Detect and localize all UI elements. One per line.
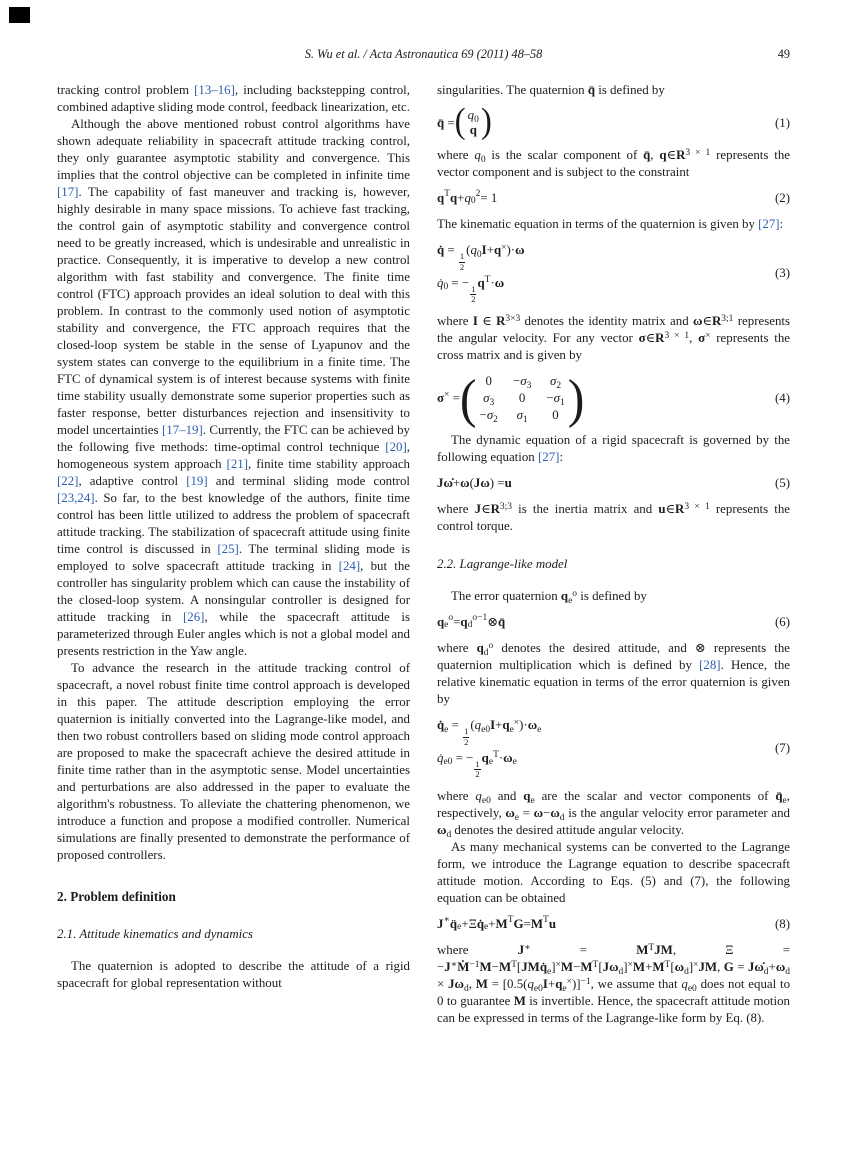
cross-matrix: 0 $-\sigma_3$ $\sigma_2$ $\sigma_3$ 0 $-\sigma_1$ $-\sigma_2$ $\sigma_1$ 0 <box>479 374 565 425</box>
equation-number: (2) <box>774 191 790 205</box>
equation-number: (1) <box>774 115 790 130</box>
equation-8: J ∗ q̈ $_e$ +Ξ q̇ $_e$ + M $^T$ G = M $^T$ u (8) <box>437 915 790 933</box>
paragraph-contribution: To advance the research in the attitude tracking control of spacecraft, a novel robust finite time control approach is developed in this paper. The attitude description employing the error quaternion is initially converted into the Lagrange-like model, and then two robust controllers based on sliding mode control approach are proposed to make the spacecraft achieve the desired attitude in finite time rather than in the asymptotic sense. Model uncertainties and perturbations are also addressed in the paper to evaluate the algorithm's robustness. To alleviate the chattering phenomenon, we introduce a function and propose a modified controller. Numerical simulations are finally presented to demonstrate the performance of proposed controllers. <box>57 661 410 862</box>
equation-number: (4) <box>774 390 790 405</box>
citation-link[interactable]: [19] <box>186 474 208 488</box>
equation-7: $q̇_e$ = $\frac{1}{2}$ $(q_{e0}I+q_e^\times)\cdot\omega_e$ $q̇_{e0}$ = − $\frac{1}{2}$ $q_e^T\cdot\omega_e$ (7) <box>437 717 790 780</box>
citation-link[interactable]: [27] <box>537 450 560 465</box>
section-heading-problem-definition: 2. Problem definition <box>57 889 176 904</box>
citation-link[interactable]: [22] <box>57 474 79 488</box>
paragraph-inertia-matrix: where $J\in R^{3;3}$ is the inertia matrix and $u\in R^{3 \times 1}$ represents the control torque. <box>437 501 790 534</box>
two-column-body <box>57 82 790 1027</box>
column-vector: $q_0$ q <box>467 108 479 137</box>
subsection-heading-attitude-kinematics: 2.1. Attitude kinematics and dynamics <box>57 927 253 941</box>
paragraph-ftc-motivation: Although the above mentioned robust control algorithms have shown adequate reliability in spacecraft attitude tracking control, they only guarantee asymptotic stability and convergence. This implies that the control objective can be completed in infinite time [17]. The capability of fast maneuver and tracking is, however, highly desirable in many space missions. To achieve fast tracking, the control gain of asymptotic stability and convergence control need to be greatly increased, which is undesirable and unrealistic in practice. Consequently, it is imperative to develop a new control algorithm with fast stability and convergence. The finite time control (FTC) approach provides an ideal solution to deal with this problem. In contrast to the commonly used notion of asymptotic stability and convergence, the FTC approach requires that the closed-loop system be stable in the sense of Lyapunov and the system states can converge to the equilibrium in a finite time. The FTC of dynamical system is of interest because systems with finite time stability usually demonstrate some superior properties such as faster response, better disturbances rejection and insensitivity to model uncertainties [17–19]. Currently, the FTC can be achieved by the following five methods: time-optimal control technique [20], homogeneous system approach [21], finite time stability approach [22], adaptive control [19] and terminal sliding mode control [23,24]. So far, to the best knowledge of the authors, finite time control has been little utilized to address the problem of spacecraft attitude tracking. The stabilization of spacecraft attitude using finite time control is discussed in [25]. The terminal sliding mode is employed to solve spacecraft attitude tracking in [24], but the controller has singularity problem which can cause the instability of the closed-loop system. A nonsingular controller is designed for attitude tracking in [26], while the spacecraft attitude is parameterized through Euler angles which is not a global model and presents restriction in the Yaw angle. <box>57 117 410 658</box>
citation-link[interactable]: [17] <box>57 185 79 199</box>
paragraph-angular-velocity-error: where $q_{e0}$ and $q_e$ are the scalar and vector components of $q̄_e$, respectively, $\omega_e = \omega-\omega_d$ is the angular velocity error parameter and $\omega_d$ denotes the desired attitude angular velocity. <box>437 789 791 840</box>
equation-3: q̇ = $\frac{1}{2}$ $(q_0I+q^\times)\cdot\omega$ $q̇_0$ = − $\frac{1}{2}$ $q^T\cdot\omega$ (3) <box>437 242 790 305</box>
equation-4 <box>437 367 790 428</box>
citation-link[interactable]: [21] <box>226 457 249 471</box>
equation-number: (5) <box>774 476 790 491</box>
right-paren: ) <box>480 102 492 142</box>
left-column <box>57 82 410 1027</box>
paragraph-identity-matrix: where I ∈ $R^{3\times 3}$ denotes the identity matrix and $\omega\in R^{3;1}$ represents the angular velocity. For any vector $\sigma\in R^{3 \times 1}$, σ× represents the cross matrix and is given by <box>437 313 791 363</box>
citation-link[interactable]: [13–16] <box>194 83 235 97</box>
equation-number: (6) <box>774 615 790 630</box>
paragraph-intro-continuation: tracking control problem [13–16], including backstepping control, combined adaptive sliding mode control, feedback linearization, etc. <box>57 83 410 114</box>
equation-number: (3) <box>774 265 790 280</box>
equation-1 <box>437 102 790 142</box>
running-head: S. Wu et al. / Acta Astronautica 69 (2011) 48–58 <box>304 47 543 61</box>
paragraph-where-q0: where $q_0$ is the scalar component of q̄, $q\in R^{3 \times 1}$ represents the vector component and is subject to the constraint <box>437 147 790 179</box>
page-number: 49 <box>777 47 790 61</box>
paragraph-kinematic-equation: The kinematic equation in terms of the quaternion is given by [27]: <box>437 217 784 231</box>
equation-5: Jω̇ + ω ( Jω ) = u (5) <box>437 476 790 491</box>
equation-number: (8) <box>774 917 790 932</box>
equation-2: q $^T$ q + q $_0$ $^2$ = 1 (2) <box>437 189 790 206</box>
citation-link[interactable]: [17–19] <box>161 423 203 437</box>
citation-link[interactable]: [27] <box>758 217 780 231</box>
citation-link[interactable]: [23,24] <box>57 491 95 505</box>
left-paren: ( <box>459 367 477 428</box>
citation-link[interactable]: [25] <box>217 542 239 556</box>
right-paren: ) <box>567 367 585 428</box>
page-header <box>57 47 790 65</box>
paragraph-quaternion-definition: singularities. The quaternion q̄ is defined by <box>437 83 665 97</box>
citation-link[interactable]: [28] <box>699 658 721 673</box>
left-paren: ( <box>454 102 466 142</box>
paragraph-lagrange-form: As many mechanical systems can be converted to the Lagrange form, we introduce the Lagrange equation to describe spacecraft attitude motion. According to Eqs. (5) and (7), the following equation can be obtained <box>437 840 790 906</box>
right-column <box>437 82 790 1027</box>
paragraph-lagrange-definitions: where $J^∗ = M^TJM$, $\Xi = -J^∗Ṁ^{-1}M-M^T[JMq̇_e]^\times M-M^T[J\omega_d]^\times M+M^T[\omega_d]^\times JM$, $G = J\omegȧ_d+\omega_d \times J\omega_d$, $M = [0.5(q_{e0}I+q_e^\times)]^{-1}$, we assume that $q_{e0}$ does not equal to 0 to guarantee M is invertible. Hence, the spacecraft attitude motion can be expressed in terms of the Lagrange-like form by Eq. (8). <box>437 942 791 1026</box>
paragraph-desired-attitude: where $q_d^o$ denotes the desired attitude, and ⊗ represents the quaternion multiplication which is defined by [28]. Hence, the relative kinematic equation in terms of the error quaternion is given by <box>437 640 790 707</box>
equation-6: q $_e$ $^o$ = q $_d$ $^{o-1}$ ⊗ q̄ (6) <box>437 613 790 631</box>
paragraph-dynamic-equation: The dynamic equation of a rigid spacecraft is governed by the following equation [27]: <box>437 433 790 465</box>
paragraph-error-quaternion: The error quaternion $q_e^o$ is defined by <box>451 588 647 606</box>
citation-link[interactable]: [24] <box>338 559 361 573</box>
paragraph-quaternion-intro: The quaternion is adopted to describe the attitude of a rigid spacecraft for global representation without <box>57 959 410 990</box>
subsection-heading-lagrange-model: 2.2. Lagrange-like model <box>437 557 568 572</box>
equation-lhs: σ× = <box>437 390 460 405</box>
citation-link[interactable]: [20] <box>385 440 407 454</box>
citation-link[interactable]: [26] <box>182 610 205 624</box>
equation-number: (7) <box>774 740 790 755</box>
scan-artifact-mark <box>9 7 30 23</box>
equation-lhs: q̄ = <box>437 115 455 130</box>
